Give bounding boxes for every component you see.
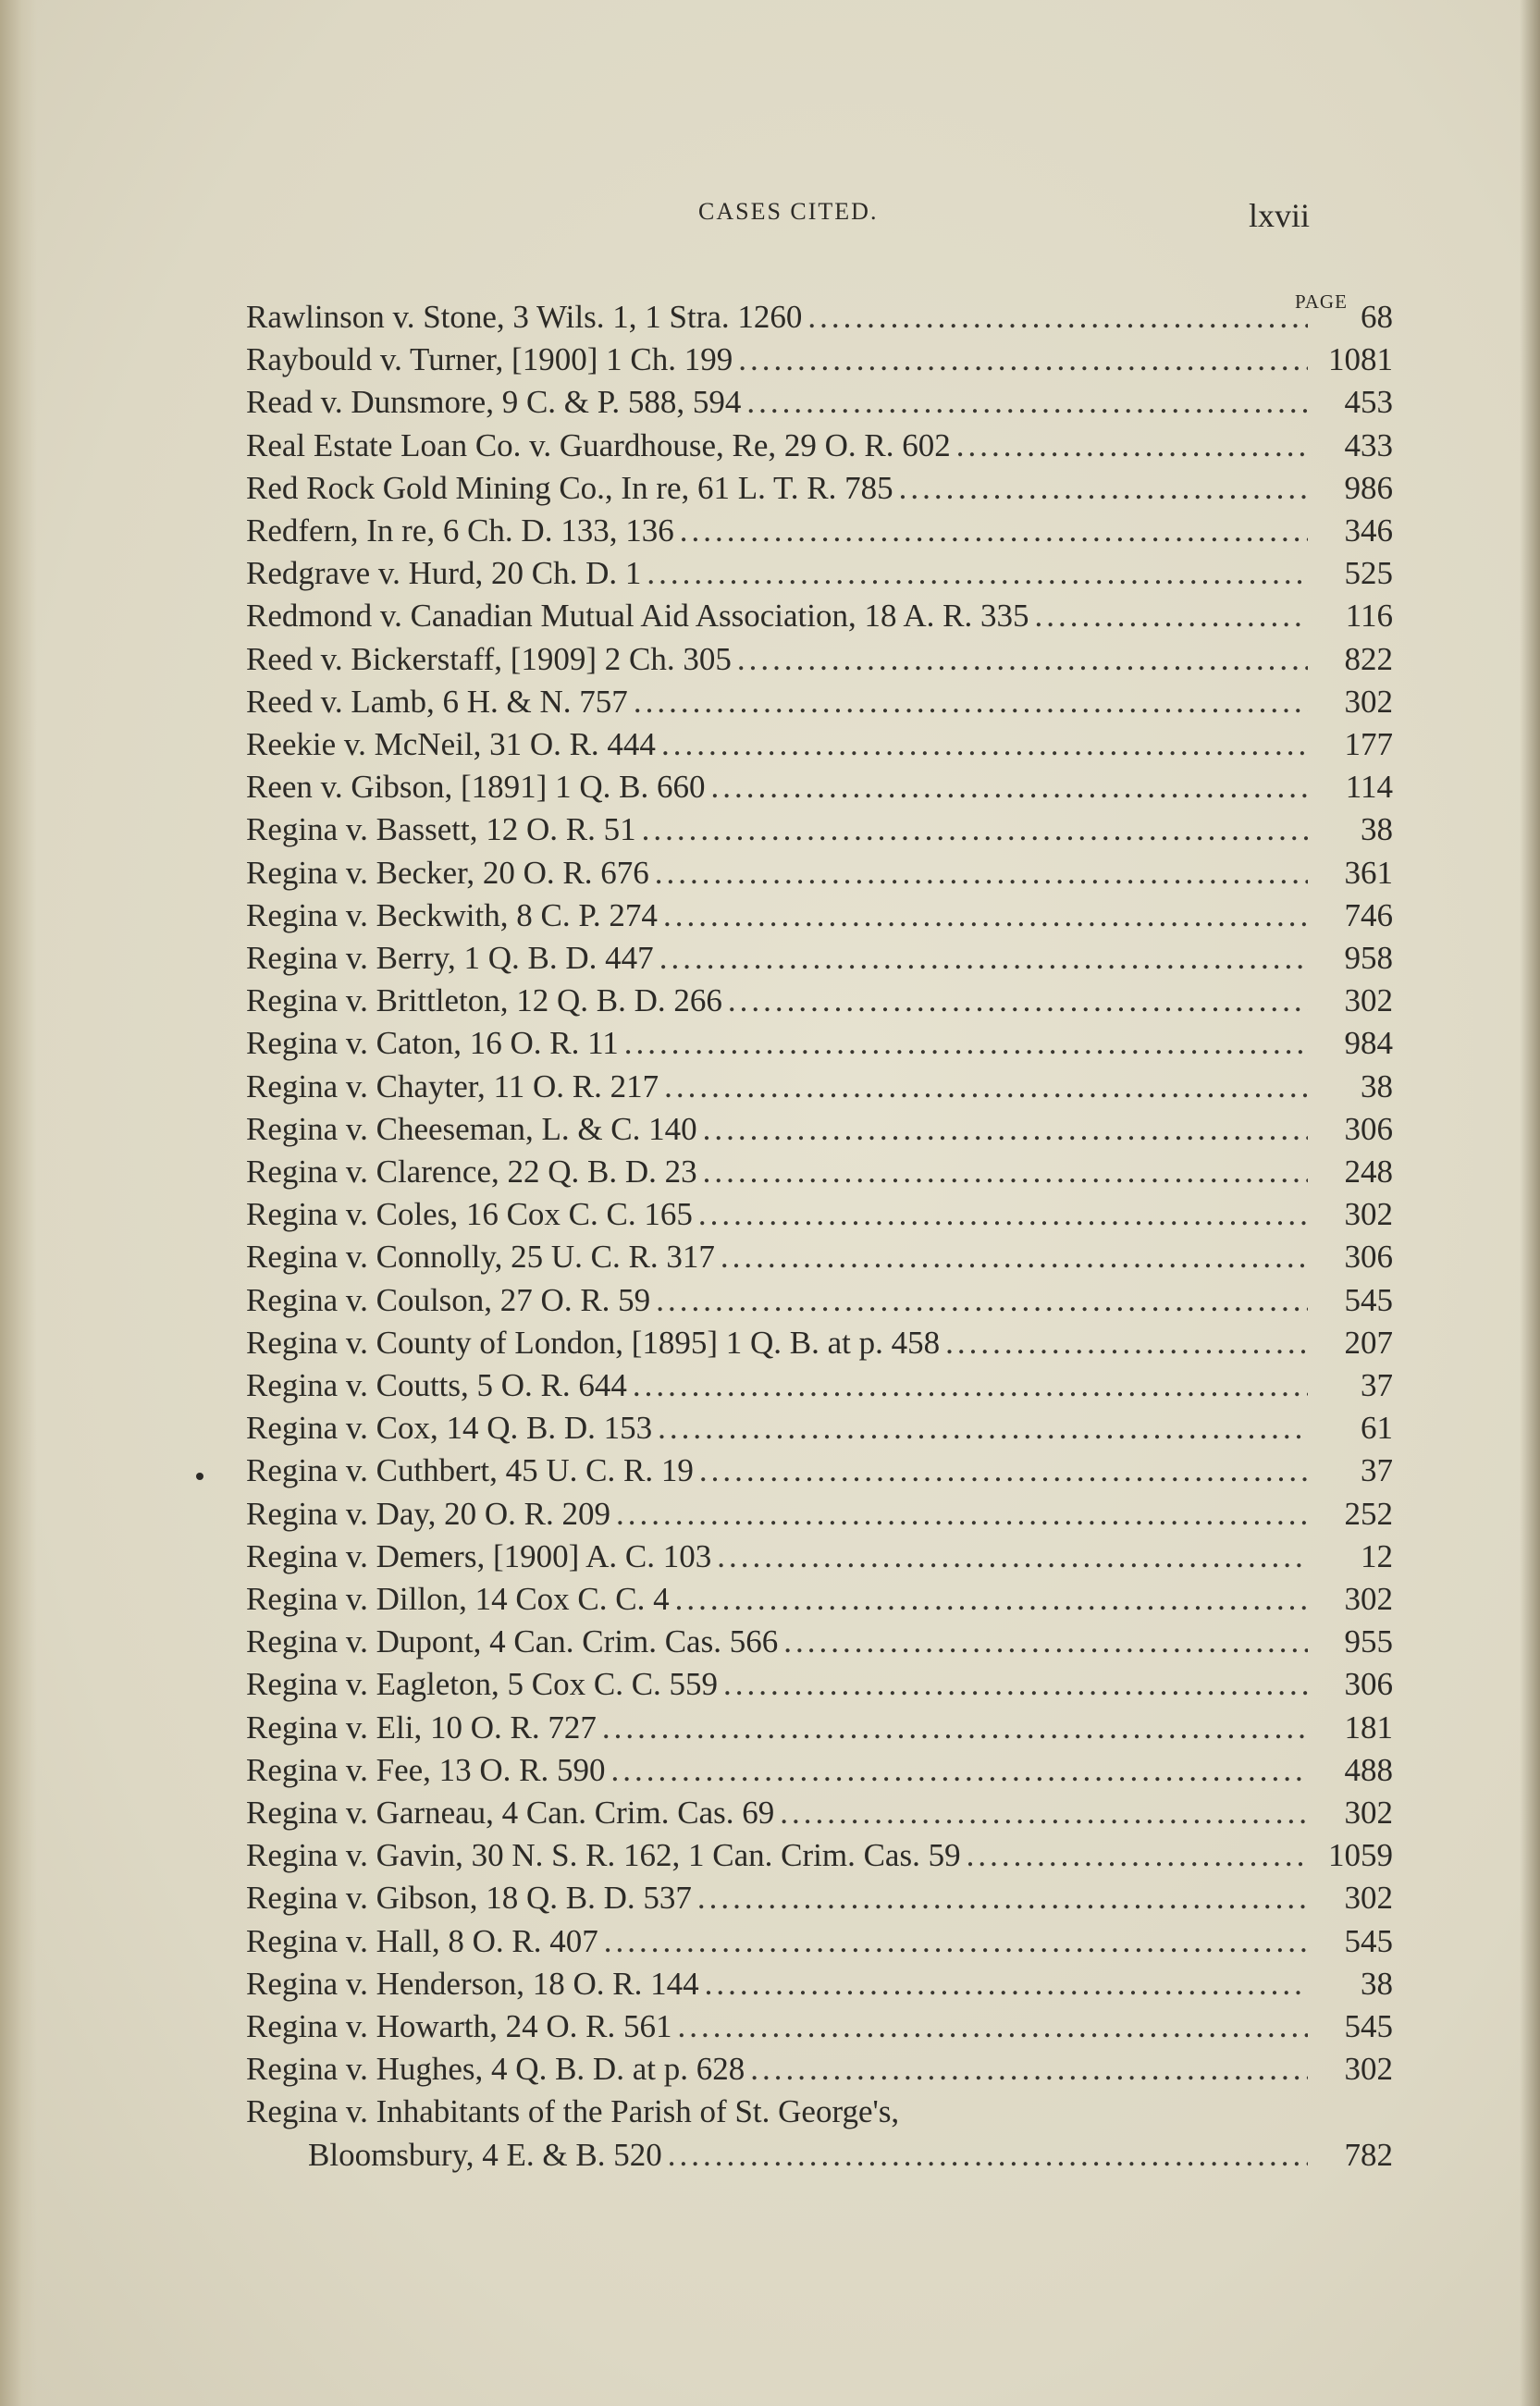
folio-number: lxvii [1249,197,1311,234]
page-reference: 306 [1344,1666,1393,1703]
page-reference: 68 [1361,299,1393,335]
case-citation: Regina v. Dillon, 14 Cox C. C. 4 [246,1581,670,1617]
page-reference: 302 [1344,1795,1393,1831]
case-entry [246,1792,1393,1834]
page-reference: 37 [1361,1452,1393,1489]
case-citation: Regina v. Inhabitants of the Parish of St. George's, [246,2093,900,2130]
page-reference: 545 [1344,1281,1393,1318]
dot-leader [728,980,1308,1022]
case-entry [246,381,1393,424]
case-citation: Regina v. Coutts, 5 O. R. 644 [246,1367,627,1403]
page-reference: 361 [1344,854,1393,891]
case-entry [246,1749,1393,1792]
case-citation: Regina v. Caton, 16 O. R. 11 [246,1025,619,1062]
case-entry [246,1108,1393,1151]
case-citation: Regina v. Cuthbert, 45 U. C. R. 19 [246,1452,694,1489]
case-entry [246,723,1393,766]
case-entry [246,1279,1393,1322]
case-citation: Regina v. Clarence, 22 Q. B. D. 23 [246,1154,697,1190]
dot-leader [647,552,1308,595]
dot-leader [680,510,1308,552]
page-reference: 306 [1344,1239,1393,1276]
page-reference: 302 [1344,683,1393,720]
dot-leader [697,1877,1308,1919]
dot-leader [899,467,1308,510]
case-citation: Regina v. Berry, 1 Q. B. D. 447 [246,940,654,976]
dot-leader [661,723,1308,766]
case-citation: Raybould v. Turner, [1900] 1 Ch. 199 [246,341,733,378]
page-reference: 1059 [1328,1837,1393,1874]
case-entry [246,2048,1393,2091]
case-entry [246,467,1393,510]
page-reference: 38 [1361,811,1393,848]
page-reference: 302 [1344,1581,1393,1617]
case-entry [246,808,1393,851]
dot-leader [967,1834,1308,1877]
case-citation: Real Estate Loan Co. v. Guardhouse, Re, 29 O. R. 602 [246,426,951,463]
case-entry [246,1450,1393,1492]
case-citation: Regina v. Hall, 8 O. R. 407 [246,1922,598,1959]
case-entry [246,1022,1393,1065]
dot-leader [604,1920,1308,1963]
dot-leader [611,1749,1308,1792]
dot-leader [783,1621,1308,1663]
case-citation: Regina v. Henderson, 18 O. R. 144 [246,1965,699,2002]
case-citation: Red Rock Gold Mining Co., In re, 61 L. T. R. 785 [246,469,893,506]
case-citation: Regina v. Coles, 16 Cox C. C. 165 [246,1196,693,1233]
page-reference: 252 [1344,1495,1393,1532]
dot-leader [723,1663,1308,1706]
page-reference: 306 [1344,1110,1393,1147]
case-entry [246,895,1393,937]
page-reference: 302 [1344,1880,1393,1917]
case-citation: Regina v. Chayter, 11 O. R. 217 [246,1067,659,1104]
dot-leader [705,1963,1308,2005]
page-reference: 433 [1344,426,1393,463]
page-reference: 302 [1344,2051,1393,2088]
case-citation: Regina v. Garneau, 4 Can. Crim. Cas. 69 [246,1795,775,1831]
case-entry [246,852,1393,895]
case-entry [308,2134,1393,2177]
case-citation: Regina v. Cheeseman, L. & C. 140 [246,1110,697,1147]
page-reference: 116 [1345,598,1393,635]
case-entry [246,595,1393,637]
dot-leader [750,2048,1308,2091]
case-citation: Regina v. Eagleton, 5 Cox C. C. 559 [246,1666,719,1703]
page-reference: 61 [1361,1410,1393,1447]
page-reference: 1081 [1328,341,1393,378]
dot-leader [710,766,1308,808]
case-citation: Redfern, In re, 6 Ch. D. 133, 136 [246,512,674,549]
page-reference: 822 [1344,640,1393,677]
case-entry [246,1322,1393,1364]
case-entry [246,2005,1393,2048]
page-reference: 12 [1361,1537,1393,1574]
case-entry [246,339,1393,381]
case-entry [246,681,1393,723]
running-title: CASES CITED. [698,198,879,225]
case-citation: Regina v. Brittleton, 12 Q. B. D. 266 [246,982,722,1019]
case-entry [246,766,1393,808]
case-entry [246,1536,1393,1578]
case-entry [246,980,1393,1022]
case-citation: Regina v. Fee, 13 O. R. 590 [246,1751,606,1788]
dot-leader [737,638,1308,681]
case-citation: Regina v. Dupont, 4 Can. Crim. Cas. 566 [246,1623,779,1660]
page-reference: 177 [1344,726,1393,762]
case-citation: Reekie v. McNeil, 31 O. R. 444 [246,726,656,762]
case-entry [246,1151,1393,1193]
case-citation: Regina v. County of London, [1895] 1 Q. B. at p. 458 [246,1324,941,1361]
dot-leader [717,1536,1308,1578]
case-citation: Redmond v. Canadian Mutual Aid Association, 18 A. R. 335 [246,598,1029,635]
page-reference: 958 [1344,940,1393,976]
dot-leader [1034,595,1308,637]
case-citation: Regina v. Howarth, 24 O. R. 561 [246,2008,672,2044]
dot-leader [956,425,1308,467]
ink-speck [196,1473,203,1480]
dot-leader [656,1279,1308,1322]
case-entry [246,1364,1393,1407]
dot-leader [659,937,1308,980]
page-reference: 453 [1344,384,1393,421]
page-reference: 746 [1344,896,1393,933]
case-citation: Reen v. Gibson, [1891] 1 Q. B. 660 [246,769,706,806]
page-column-label: PAGE [1295,290,1348,313]
case-entry [246,1407,1393,1450]
case-entry [246,1920,1393,1963]
dot-leader [634,681,1308,723]
case-citation: Regina v. Eli, 10 O. R. 727 [246,1709,597,1746]
case-citation: Bloomsbury, 4 E. & B. 520 [308,2136,662,2173]
dot-leader [642,808,1308,851]
case-citation: Regina v. Beckwith, 8 C. P. 274 [246,896,658,933]
page-reference: 346 [1344,512,1393,549]
dot-leader [945,1322,1308,1364]
dot-leader [655,852,1308,895]
page-reference: 37 [1361,1367,1393,1403]
case-citation: Regina v. Becker, 20 O. R. 676 [246,854,649,891]
page-reference: 181 [1344,1709,1393,1746]
case-entry [246,1236,1393,1278]
page-reference: 302 [1344,1196,1393,1233]
dot-leader [664,1066,1308,1108]
dot-leader [663,895,1308,937]
case-citation: Reed v. Bickerstaff, [1909] 2 Ch. 305 [246,640,732,677]
dot-leader [658,1407,1308,1450]
dot-leader [633,1364,1308,1407]
case-entry [246,1493,1393,1536]
case-entry [246,510,1393,552]
case-citation: Regina v. Connolly, 25 U. C. R. 317 [246,1239,715,1276]
case-entry [246,1707,1393,1749]
case-entry [246,1663,1393,1706]
dot-leader [703,1108,1308,1151]
dot-leader [746,381,1308,424]
case-entry [246,296,1393,339]
page-reference: 38 [1361,1067,1393,1104]
case-citation: Regina v. Gavin, 30 N. S. R. 162, 1 Can. Crim. Cas. 59 [246,1837,961,1874]
dot-leader [807,296,1308,339]
case-citation: Regina v. Day, 20 O. R. 209 [246,1495,611,1532]
case-entry [246,425,1393,467]
page-reference: 38 [1361,1965,1393,2002]
case-citation: Regina v. Demers, [1900] A. C. 103 [246,1537,712,1574]
page-reference: 114 [1345,769,1393,806]
page-reference: 782 [1344,2136,1393,2173]
case-citation: Redgrave v. Hurd, 20 Ch. D. 1 [246,555,642,592]
dot-leader [738,339,1308,381]
page-reference: 302 [1344,982,1393,1019]
case-entry [246,638,1393,681]
page-reference: 955 [1344,1623,1393,1660]
case-entry [246,2091,1393,2133]
case-entry [246,552,1393,595]
page-reference: 488 [1344,1751,1393,1788]
page-reference: 248 [1344,1154,1393,1190]
dot-leader [780,1792,1308,1834]
dot-leader [624,1022,1308,1065]
case-citation: Rawlinson v. Stone, 3 Wils. 1, 1 Stra. 1260 [246,299,803,335]
case-entry [246,1578,1393,1621]
case-citation: Regina v. Cox, 14 Q. B. D. 153 [246,1410,653,1447]
dot-leader [668,2134,1308,2177]
dot-leader [616,1493,1308,1536]
case-entry [246,1834,1393,1877]
page-reference: 545 [1344,1922,1393,1959]
page-reference: 984 [1344,1025,1393,1062]
dot-leader [698,1193,1308,1236]
case-citation: Regina v. Bassett, 12 O. R. 51 [246,811,636,848]
page-reference: 986 [1344,469,1393,506]
case-entry [246,1877,1393,1919]
page-reference: 207 [1344,1324,1393,1361]
page-reference: 545 [1344,2008,1393,2044]
case-entry [246,1621,1393,1663]
case-citation: Reed v. Lamb, 6 H. & N. 757 [246,683,628,720]
dot-leader [602,1707,1308,1749]
dot-leader [675,1578,1308,1621]
page-reference: 525 [1344,555,1393,592]
dot-leader [721,1236,1308,1278]
dot-leader [677,2005,1308,2048]
case-citation: Read v. Dunsmore, 9 C. & P. 588, 594 [246,384,742,421]
case-entry [246,1066,1393,1108]
case-citation: Regina v. Coulson, 27 O. R. 59 [246,1281,651,1318]
case-entry [246,1963,1393,2005]
dot-leader [699,1450,1308,1492]
case-citation: Regina v. Gibson, 18 Q. B. D. 537 [246,1880,692,1917]
case-entry [246,937,1393,980]
dot-leader [703,1151,1308,1193]
case-citation: Regina v. Hughes, 4 Q. B. D. at p. 628 [246,2051,745,2088]
case-entry [246,1193,1393,1236]
